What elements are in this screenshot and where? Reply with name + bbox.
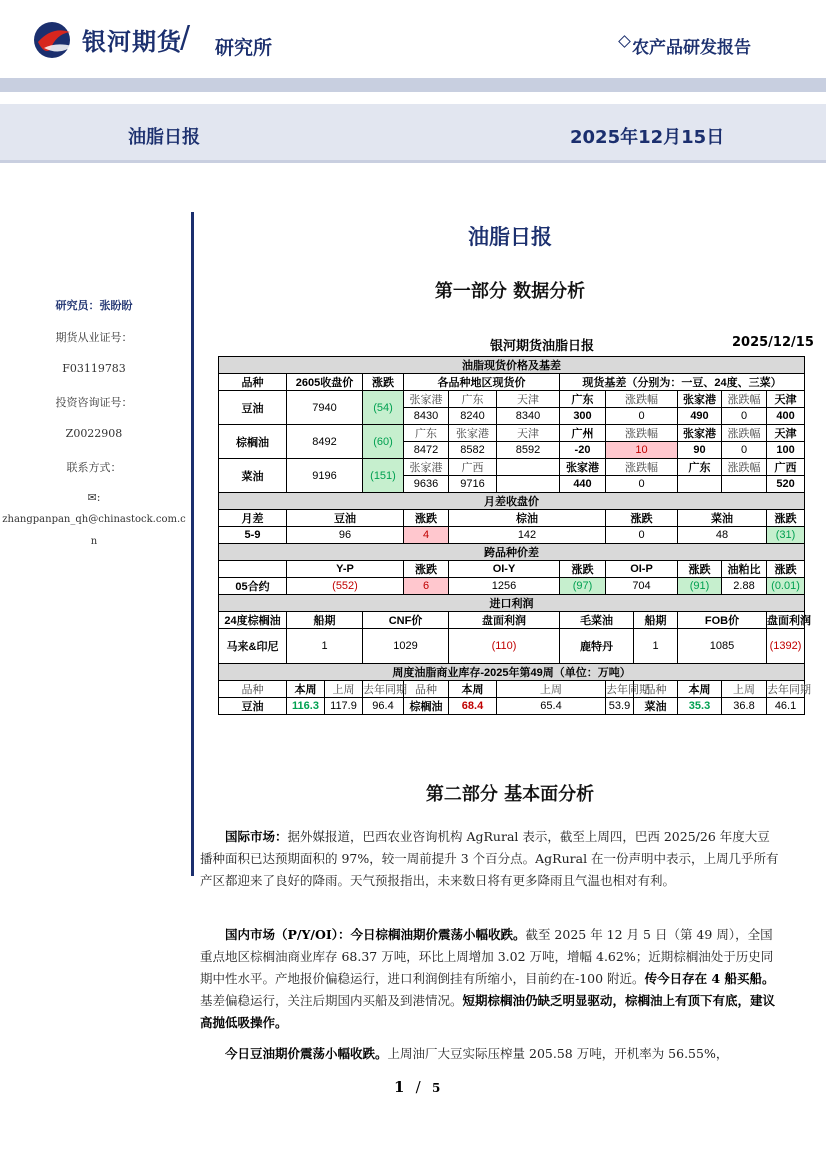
table-row: 月差 豆油 涨跌 棕油 涨跌 菜油 涨跌 (219, 510, 805, 527)
report-title: 油脂日报 (468, 225, 552, 249)
section-spot-header: 油脂现货价格及基差 (219, 357, 805, 374)
band-title: 油脂日报 (128, 127, 200, 148)
contact-label: 联系方式： (66, 461, 122, 474)
report-type: 农产品研发报告 (632, 38, 751, 58)
section-stock-header: 周度油脂商业库存-2025年第49周（单位：万吨） (219, 664, 805, 681)
table-title: 银河期货油脂日报 (490, 339, 595, 354)
table-row: 05合约 (552) 6 1256 (97) 704 (91) 2.88 (0.01) (219, 578, 805, 595)
table-row: 8430 8240 8340 300 0 490 0 400 (219, 408, 805, 425)
table-row: 豆油 7940 (54) 张家港 广东 天津 广东 涨跌幅 张家港 涨跌幅 天津 (219, 391, 805, 408)
table-row: 棕榈油 8492 (60) 广东 张家港 天津 广州 涨跌幅 张家港 涨跌幅 天津 (219, 425, 805, 442)
part2-title: 第二部分 基本面分析 (425, 784, 595, 805)
header-divider: / (180, 20, 191, 55)
futures-cert: F03119783 (62, 362, 126, 375)
sidebar-divider (191, 212, 194, 876)
header-band (0, 78, 826, 92)
invest-cert-label: 投资咨询证号： (55, 396, 133, 409)
table-row: 8472 8582 8592 -20 10 90 0 100 (219, 442, 805, 459)
table-row: 9636 9716 440 0 520 (219, 476, 805, 493)
email-line2: n (90, 536, 98, 547)
page-number: 1 / 5 (394, 1078, 441, 1096)
part1-title: 第一部分 数据分析 (434, 281, 586, 302)
email-line1[interactable]: zhangpanpan_qh@chinastock.com.c (2, 514, 186, 525)
table-row: 5-9 96 4 142 0 48 (31) (219, 527, 805, 544)
galaxy-logo-icon (32, 20, 76, 60)
diamond-icon (618, 35, 631, 48)
table-date: 2025/12/15 (732, 335, 814, 350)
envelope-icon: ✉: (87, 491, 101, 504)
table-row: 豆油 116.3 117.9 96.4 棕榈油 68.4 65.4 53.9 菜油 35.3 36.8 46.1 (219, 698, 805, 715)
futures-cert-label: 期货从业证号： (55, 331, 133, 344)
section-spread-header: 月差收盘价 (219, 493, 805, 510)
brand-name: 银河期货 (82, 28, 182, 56)
table-row: 马来&印尼 1 1029 (110) 鹿特丹 1 1085 (1392) (219, 629, 805, 664)
institute-name: 研究所 (215, 37, 273, 59)
invest-cert: Z0022908 (65, 427, 123, 440)
section-cross-header: 跨品种价差 (219, 544, 805, 561)
para-soyoil: 今日豆油期价震荡小幅收跌。上周油厂大豆实际压榨量 205.58 万吨，开机率为 56.55%， (225, 1046, 729, 1061)
para-domestic: 国内市场（P/Y/OI）：今日棕榈油期价震荡小幅收跌。截至 2025 年 12 月 5 日（第 49 周），全国重点地区棕榈油商业库存 68.37 万吨，环比上周增加 3.02 万吨，增幅 4.62%；近期棕榈油处于历史同期中性水平。产地报价偏稳运行，进口利润倒挂有所缩小，目前约在-100 附近。传今日存在 4 船买船。基差偏稳运行，关注后期国内买船及到港情况。短期棕榈油仍缺乏明显驱动，棕榈油上有顶下有底，建议高抛低吸操作。 (200, 927, 776, 1030)
table-row: 24度棕榈油 船期 CNF价 盘面利润 毛菜油 船期 FOB价 盘面利润 (219, 612, 805, 629)
oil-data-table: 油脂现货价格及基差 品种 2605收盘价 涨跌 各品种地区现货价 现货基差（分别为：一豆、24度、三菜） 豆油 7940 (54) 张家港 广东 天津 广东 涨跌幅 张家港 涨跌幅 天津 8430 8240 8340 300 0 490 0 400 棕榈油 8492 (60) 广东 张家港 天津 广州 涨跌幅 张家港 涨跌幅 天津 8472 8582 8592 -20 10 90 0 100 菜油 9196 (151) 张家港 广西 张家港 涨跌幅 广东 涨跌幅 广西 9636 9716 440 0 520 月差收盘价 月差 豆油 涨跌 棕油 涨跌 菜油 涨跌 5-9 96 4 142 0 48 (31) 跨品种价差 Y-P 涨跌 OI-Y 涨跌 OI-P 涨跌 油粕比 涨跌 05合约 (552) 6 1256 (97) 704 (91) 2.88 (0.01) 进口利润 24度棕榈油 船期 CNF价 盘面利润 毛菜油 船期 FOB价 盘面利润 马来&印尼 1 1029 (110) 鹿特丹 1 1085 (1392) 周度油脂商业库存-2025年第49周（单位：万吨） 品种 本周 上周 去年同期 品种 本周 上周 去年同期 品种 本周 上周 去年同期 豆油 116.3 117.9 96.4 棕榈油 68.4 65.4 53.9 菜油 35.3 36.8 46.1 (218, 356, 805, 715)
table-row: 菜油 9196 (151) 张家港 广西 张家港 涨跌幅 广东 涨跌幅 广西 (219, 459, 805, 476)
analyst-name: 研究员：张盼盼 (55, 299, 133, 312)
table-row: Y-P 涨跌 OI-Y 涨跌 OI-P 涨跌 油粕比 涨跌 (219, 561, 805, 578)
band-date: 2025年12月15日 (570, 127, 725, 148)
para-international: 国际市场：据外媒报道，巴西农业咨询机构 AgRural 表示，截至上周四，巴西 2025/26 年度大豆播种面积已达预期面积的 97%，较一周前提升 3 个百分点。AgRural 在一份声明中表示，上周几乎所有产区都迎来了良好的降雨。天气预报指出，未来数日将有更多降雨且气温也相对有利。 (200, 829, 779, 888)
table-row: 品种 本周 上周 去年同期 品种 本周 上周 去年同期 品种 本周 上周 去年同期 (219, 681, 805, 698)
section-import-header: 进口利润 (219, 595, 805, 612)
